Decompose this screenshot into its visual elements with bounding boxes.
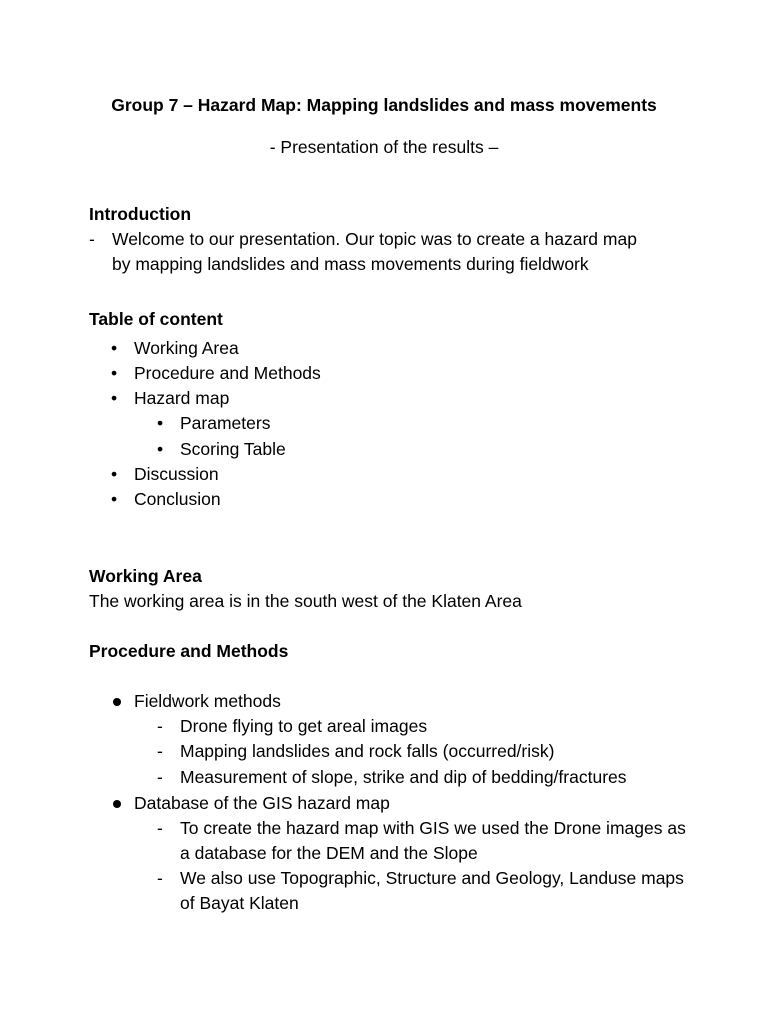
toc-item-label: Conclusion — [134, 489, 221, 509]
fieldwork-item-text: Measurement of slope, strike and dip of bedding/fractures — [180, 767, 627, 787]
introduction-heading: Introduction — [89, 204, 192, 224]
toc-item-label: Hazard map — [134, 388, 230, 408]
working-area-heading: Working Area — [89, 566, 202, 586]
fieldwork-item-text: Drone flying to get areal images — [180, 716, 428, 736]
bullet-icon: • — [111, 363, 118, 383]
filled-circle-bullet-icon — [113, 698, 121, 706]
database-item-text: To create the hazard map with GIS we used the Drone images as a database for the DEM and the Slope — [180, 818, 686, 863]
fieldwork-label: Fieldwork methods — [134, 691, 281, 711]
toc-item-label: Procedure and Methods — [134, 363, 321, 383]
procedure-heading: Procedure and Methods — [89, 641, 289, 661]
bullet-icon: • — [111, 338, 118, 358]
introduction-text-line-2: by mapping landslides and mass movements during fieldwork — [112, 254, 589, 274]
database-item-text: We also use Topographic, Structure and Geology, Landuse maps of Bayat Klaten — [180, 868, 684, 913]
dash-marker: - — [89, 229, 95, 249]
toc-subitem-label: Scoring Table — [180, 439, 286, 459]
introduction-text-line-1: Welcome to our presentation. Our topic was to create a hazard map — [112, 229, 637, 249]
fieldwork-item-text: Mapping landslides and rock falls (occurred/risk) — [180, 741, 555, 761]
working-area-text: The working area is in the south west of the Klaten Area — [89, 591, 522, 611]
toc-item-label: Discussion — [134, 464, 219, 484]
bullet-icon: • — [157, 439, 164, 459]
bullet-icon: • — [111, 388, 118, 408]
database-label: Database of the GIS hazard map — [134, 793, 390, 813]
dash-marker: - — [157, 716, 163, 736]
toc-heading: Table of content — [89, 309, 223, 329]
dash-marker: - — [157, 868, 163, 888]
document-subtitle: - Presentation of the results – — [269, 137, 499, 157]
toc-item-label: Working Area — [134, 338, 239, 358]
introduction-text — [112, 227, 712, 277]
bullet-icon: • — [111, 464, 118, 484]
toc-subitem-label: Parameters — [180, 413, 271, 433]
dash-marker: - — [157, 818, 163, 838]
dash-marker: - — [157, 741, 163, 761]
document-title: Group 7 – Hazard Map: Mapping landslides and mass movements — [111, 95, 657, 115]
bullet-icon: • — [111, 489, 118, 509]
bullet-icon: • — [157, 413, 164, 433]
dash-marker: - — [157, 767, 163, 787]
filled-circle-bullet-icon — [113, 800, 121, 808]
